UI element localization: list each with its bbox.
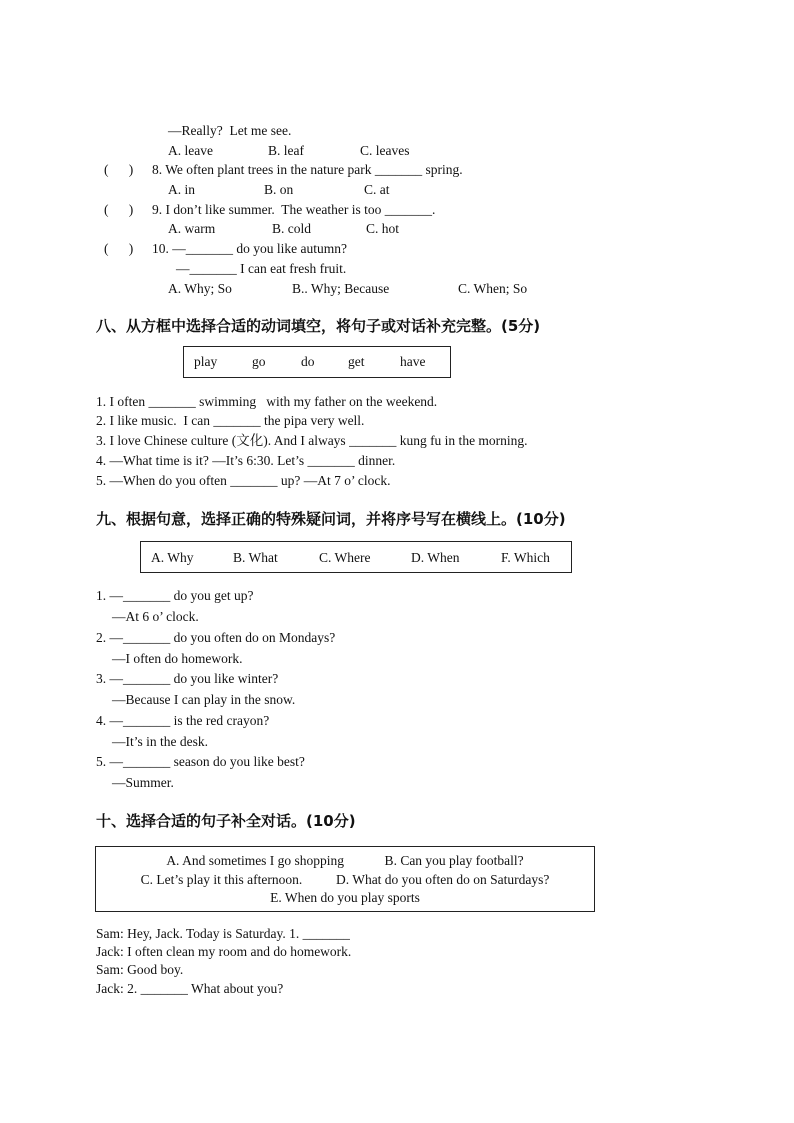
q8-answer-bracket: ( ): [104, 162, 134, 177]
part8-word-box: [183, 346, 451, 378]
part9-heading: 九、根据句意，选择正确的特殊疑问词，并将序号写在横线上。(10分): [96, 510, 566, 528]
part9-a3: —Because I can play in the snow.: [112, 692, 296, 707]
part9-q3: 3. —_______ do you like winter?: [96, 671, 279, 686]
q10-option-b: B.. Why; Because: [292, 281, 390, 296]
part8-item-2: 2. I like music. I can _______ the pipa very well.: [96, 413, 365, 428]
part10-heading: 十、选择合适的句子补全对话。(10分): [96, 812, 356, 830]
q10-question-line2: —_______ I can eat fresh fruit.: [176, 261, 347, 276]
part9-q4: 4. —_______ is the red crayon?: [96, 713, 270, 728]
q8-option-b: B. on: [264, 182, 294, 197]
q9-option-b: B. cold: [272, 221, 311, 236]
word-have: have: [400, 354, 426, 369]
q9-answer-bracket: ( ): [104, 202, 134, 217]
box-line-1: A. And sometimes I go shopping B. Can you play football?: [166, 853, 524, 868]
q9-option-c: C. hot: [366, 221, 400, 236]
q10-answer-bracket: ( ): [104, 241, 134, 256]
word-what: B. What: [233, 550, 278, 565]
part8-item-4: 4. —What time is it? —It’s 6:30. Let’s _______ dinner.: [96, 453, 396, 468]
word-go: go: [252, 354, 266, 369]
q7-option-a: A. leave: [168, 143, 213, 158]
q8-option-a: A. in: [168, 182, 195, 197]
part9-a4: —It’s in the desk.: [112, 734, 208, 749]
box-line-2: C. Let’s play it this afternoon. D. What do you often do on Saturdays?: [140, 872, 550, 887]
q7-option-c: C. leaves: [360, 143, 410, 158]
q10-option-c: C. When; So: [458, 281, 528, 296]
word-play: play: [194, 354, 218, 369]
q10-option-a: A. Why; So: [168, 281, 232, 296]
box-line-3: E. When do you play sports: [270, 890, 420, 905]
word-do: do: [301, 354, 315, 369]
dialog-line-4: Jack: 2. _______ What about you?: [96, 981, 284, 996]
part8-item-3: 3. I love Chinese culture (文化). And I always _______ kung fu in the morning.: [96, 433, 528, 448]
part9-word-box: [140, 541, 572, 573]
q8-option-c: C. at: [364, 182, 390, 197]
part8-item-5: 5. —When do you often _______ up? —At 7 o’ clock.: [96, 473, 391, 488]
q7-option-b: B. leaf: [268, 143, 304, 158]
part9-q5: 5. —_______ season do you like best?: [96, 754, 305, 769]
word-where: C. Where: [319, 550, 371, 565]
word-which: F. Which: [501, 550, 550, 565]
dialog-line-1: Sam: Hey, Jack. Today is Saturday. 1. _______: [96, 926, 350, 941]
q7-reply: —Really? Let me see.: [168, 123, 292, 138]
part8-heading: 八、从方框中选择合适的动词填空，将句子或对话补充完整。(5分): [96, 317, 541, 335]
dialog-line-3: Sam: Good boy.: [96, 962, 184, 977]
part10-sentence-box: [95, 846, 595, 912]
part9-q1: 1. —_______ do you get up?: [96, 588, 254, 603]
part9-a1: —At 6 o’ clock.: [112, 609, 199, 624]
q10-question-line1: 10. —_______ do you like autumn?: [152, 241, 347, 256]
part9-a2: —I often do homework.: [112, 651, 243, 666]
part9-q2: 2. —_______ do you often do on Mondays?: [96, 630, 336, 645]
part9-a5: —Summer.: [112, 775, 174, 790]
word-when: D. When: [411, 550, 460, 565]
q9-question: 9. I don’t like summer. The weather is too _______.: [152, 202, 436, 217]
part8-item-1: 1. I often _______ swimming with my father on the weekend.: [96, 394, 438, 409]
word-why: A. Why: [151, 550, 194, 565]
q8-question: 8. We often plant trees in the nature park _______ spring.: [152, 162, 463, 177]
dialog-line-2: Jack: I often clean my room and do homework.: [96, 944, 352, 959]
q9-option-a: A. warm: [168, 221, 216, 236]
word-get: get: [348, 354, 365, 369]
